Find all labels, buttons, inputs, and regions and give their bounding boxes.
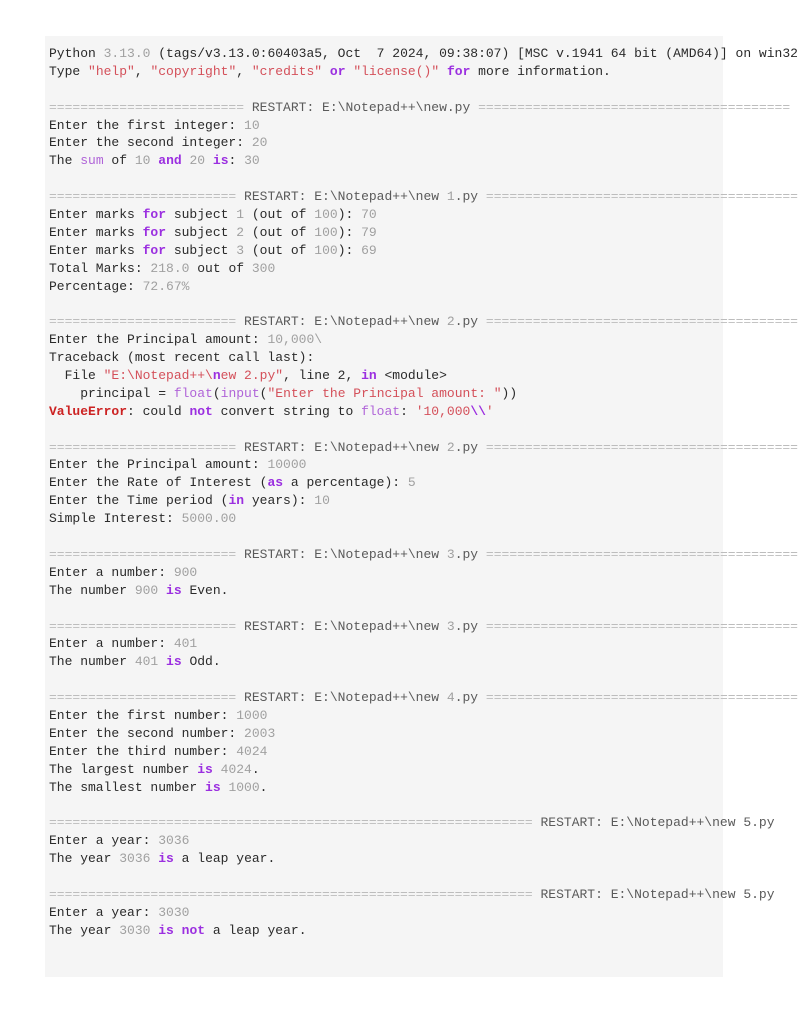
text-token: Enter the Time period ( (49, 493, 229, 509)
string-token: "license()" (353, 63, 440, 79)
text-token: Enter the first integer: (49, 117, 245, 133)
restart-label: RESTART: E:\Notepad++\new 5.py (540, 886, 775, 902)
number-token: 10000 (267, 457, 307, 473)
text-token: Enter the Principal amount: (49, 332, 268, 348)
restart-label: RESTART: E:\Notepad++\new (244, 546, 447, 562)
text-token: Enter marks (49, 224, 143, 240)
number-token: 10 (134, 153, 151, 169)
number-token: 70 (361, 207, 377, 223)
keyword-token: \\ (470, 403, 486, 419)
number-token: 1 (446, 189, 455, 205)
text-token: : (228, 153, 245, 169)
shell-line (49, 385, 798, 403)
separator-token: ======================== (49, 439, 245, 455)
keyword-token: or (329, 63, 346, 79)
string-token: '10,000 (415, 403, 471, 419)
error-token: ValueError (49, 403, 128, 419)
restart-label: RESTART: E:\Notepad++\new.py (251, 99, 479, 115)
text-token: a leap year. (173, 851, 276, 867)
text-token (205, 153, 213, 168)
text-token: Enter marks (49, 242, 143, 258)
keyword-token: in (228, 493, 245, 509)
number-token: 4024 (220, 761, 252, 777)
number-token: 3030 (119, 922, 151, 938)
restart-label: RESTART: E:\Notepad++\new (244, 189, 447, 205)
keyword-token: for (142, 207, 167, 223)
keyword-token: is (158, 922, 174, 938)
text-token: Enter the first number: (49, 707, 237, 723)
text-token: Traceback (most recent call last): (49, 350, 315, 366)
shell-line (49, 618, 798, 636)
builtin-token: input (220, 385, 260, 401)
text-token: The smallest number (49, 779, 206, 795)
blank-line (49, 600, 798, 618)
shell-line (49, 117, 798, 135)
separator-token: ======================== (49, 690, 245, 706)
shell-line (49, 653, 798, 671)
text-token: Even. (181, 582, 229, 598)
number-token: 3.13.0 (103, 46, 151, 61)
shell-line (49, 45, 798, 63)
text-token: subject (166, 242, 237, 258)
number-token: 5000.00 (181, 511, 237, 527)
text-token: Total Marks: (49, 260, 151, 276)
string-token: "help" (88, 63, 135, 79)
text-token: (out of (244, 207, 315, 223)
separator-token: ======================================== (485, 189, 798, 205)
number-token: 401 (134, 654, 159, 670)
number-token: 300 (251, 260, 276, 276)
text-token: Odd. (181, 654, 221, 670)
number-token: 3036 (158, 833, 190, 849)
text-token (322, 64, 330, 79)
number-token: 2003 (244, 725, 276, 741)
text-token: Enter the second integer: (49, 135, 252, 151)
shell-line (49, 707, 798, 725)
text-token (174, 923, 182, 938)
restart-label: .py (454, 314, 486, 330)
shell-line (49, 403, 798, 421)
builtin-token: float (173, 385, 213, 401)
string-token: "credits" (251, 63, 323, 79)
keyword-token: is (166, 582, 182, 598)
blank-line (49, 868, 798, 886)
text-token: Enter the Rate of Interest ( (49, 475, 268, 491)
separator-token: ======================== (49, 189, 245, 205)
text-token: File (49, 368, 104, 384)
text-token (158, 654, 166, 669)
text-token: . (259, 779, 268, 795)
text-token: , line 2, (283, 368, 362, 384)
text-token: Enter the third number: (49, 743, 237, 759)
shell-line (49, 260, 798, 278)
separator-token: ======================== (49, 314, 245, 330)
blank-line (49, 295, 798, 313)
shell-line (49, 725, 798, 743)
separator-token: ======================================== (485, 314, 798, 330)
keyword-token: is (166, 654, 182, 670)
text-token: The number (49, 654, 135, 670)
keyword-token: is (205, 779, 221, 795)
separator-token: ======================================== (485, 618, 798, 634)
number-token: 4024 (236, 743, 268, 759)
separator-token: ========================= (49, 99, 252, 115)
number-token: 2 (446, 439, 455, 455)
python-shell-output[interactable] (45, 36, 798, 977)
keyword-token: is (212, 153, 229, 169)
shell-line (49, 761, 798, 779)
shell-line (49, 439, 798, 457)
number-token: 2 (446, 314, 455, 330)
shell-line (49, 224, 798, 242)
shell-line (49, 188, 798, 206)
text-token: Enter a number: (49, 636, 174, 652)
shell-line (49, 689, 798, 707)
number-token: 3 (446, 546, 455, 562)
number-token: 900 (173, 564, 198, 580)
text-token (439, 64, 447, 79)
keyword-token: not (189, 403, 213, 419)
number-token: 30 (244, 153, 260, 169)
number-token: 3030 (158, 904, 190, 920)
blank-line (49, 796, 798, 814)
text-token: : (400, 403, 416, 419)
text-token: )) (501, 385, 518, 401)
text-token: Type (49, 63, 89, 79)
number-token: 3 (236, 242, 245, 258)
number-token: 100 (314, 224, 338, 240)
number-token: 3036 (119, 851, 151, 867)
restart-label: .py (454, 618, 486, 634)
number-token: 100 (314, 207, 338, 223)
number-token: 10 (314, 493, 330, 509)
shell-line (49, 546, 798, 564)
number-token: 4 (446, 690, 455, 706)
shell-line (49, 242, 798, 260)
string-token: "copyright" (150, 63, 237, 79)
text-token: , (134, 63, 151, 79)
text-token: ( (212, 385, 221, 401)
shell-line (49, 564, 798, 582)
separator-token: ============================================================== (49, 886, 541, 902)
text-token: Python (49, 46, 104, 61)
shell-line (49, 278, 798, 296)
text-token (213, 762, 221, 777)
shell-line (49, 922, 798, 940)
shell-line (49, 492, 798, 510)
shell-line (49, 510, 798, 528)
number-token: 20 (251, 135, 268, 151)
text-token: more information. (470, 63, 611, 79)
shell-line (49, 206, 798, 224)
text-token: Simple Interest: (49, 511, 182, 527)
keyword-token: as (267, 475, 284, 491)
shell-line (49, 152, 798, 170)
shell-line (49, 349, 798, 367)
separator-token: ======================================== (485, 690, 798, 706)
shell-line (49, 331, 798, 349)
separator-token: ======================================== (485, 546, 798, 562)
text-token: ( (259, 385, 268, 401)
shell-line (49, 456, 798, 474)
text-token: a leap year. (205, 922, 307, 938)
separator-token: ======================================== (485, 439, 798, 455)
text-token: Enter the second number: (49, 725, 245, 741)
text-token: out of (189, 260, 252, 276)
string-token: ew 2.py" (220, 368, 284, 384)
text-token: Enter the Principal amount: (49, 457, 268, 473)
text-token: years): (244, 493, 315, 509)
text-token: (out of (244, 242, 315, 258)
separator-token: ======================== (49, 546, 245, 562)
builtin-token: float (361, 403, 401, 419)
shell-line (49, 886, 798, 904)
separator-token: ======================== (49, 618, 245, 634)
string-token: ' (485, 403, 494, 419)
number-token: 5 (407, 475, 416, 491)
keyword-token: and (158, 153, 182, 169)
keyword-token: for (142, 242, 167, 258)
number-token: 72.67% (142, 278, 190, 294)
keyword-token: n (212, 368, 221, 384)
text-token: The largest number (49, 761, 198, 777)
string-token: "E:\Notepad++\ (103, 368, 213, 384)
blank-line (49, 81, 798, 99)
shell-line (49, 313, 798, 331)
restart-label: .py (454, 690, 486, 706)
restart-label: .py (454, 546, 486, 562)
text-token: (out of (244, 224, 315, 240)
text-token: ): (337, 242, 362, 258)
text-token: subject (166, 224, 237, 240)
restart-label: .py (454, 439, 486, 455)
text-token: <module> (376, 368, 447, 384)
number-token: 1000 (236, 707, 268, 723)
number-token: 218.0 (150, 260, 190, 276)
shell-line (49, 582, 798, 600)
text-token: ): (337, 224, 362, 240)
text-token: subject (166, 207, 237, 223)
number-token: 100 (314, 242, 338, 258)
text-token: The (49, 153, 81, 169)
restart-label: RESTART: E:\Notepad++\new (244, 690, 447, 706)
shell-line (49, 743, 798, 761)
number-token: 79 (361, 224, 377, 240)
number-token: 10 (244, 117, 260, 133)
shell-line (49, 367, 798, 385)
shell-line (49, 850, 798, 868)
restart-label: RESTART: E:\Notepad++\new (244, 618, 447, 634)
text-token: , (236, 63, 252, 79)
text-token: Enter a number: (49, 564, 174, 580)
keyword-token: in (361, 368, 377, 384)
shell-line (49, 779, 798, 797)
number-token: 3 (446, 618, 455, 634)
number-token: 900 (134, 582, 159, 598)
text-token: convert string to (212, 403, 362, 419)
shell-line (49, 99, 798, 117)
string-token: "Enter the Principal amount: " (267, 385, 502, 401)
number-token: 1000 (228, 779, 260, 795)
number-token: 69 (361, 242, 377, 258)
shell-line (49, 474, 798, 492)
text-token: Enter a year: (49, 904, 159, 920)
text-token: Enter a year: (49, 833, 159, 849)
shell-line (49, 63, 798, 81)
builtin-token: sum (80, 153, 104, 169)
restart-label: RESTART: E:\Notepad++\new 5.py (540, 815, 775, 831)
restart-label: .py (454, 189, 486, 205)
keyword-token: for (446, 63, 471, 79)
shell-line (49, 134, 798, 152)
text-token: : could (127, 403, 190, 419)
keyword-token: is (197, 761, 213, 777)
number-token: 10,000\ (267, 332, 323, 348)
shell-line (49, 635, 798, 653)
text-token: Percentage: (49, 278, 143, 294)
separator-token: ======================================== (478, 99, 791, 115)
separator-token: ============================================================== (49, 815, 541, 831)
keyword-token: not (181, 922, 206, 938)
shell-text[interactable] (49, 45, 798, 940)
blank-line (49, 671, 798, 689)
text-token: . (251, 761, 260, 777)
number-token: 401 (173, 636, 198, 652)
restart-label: RESTART: E:\Notepad++\new (244, 439, 447, 455)
blank-line (49, 528, 798, 546)
shell-line (49, 904, 798, 922)
blank-line (49, 170, 798, 188)
keyword-token: for (142, 224, 167, 240)
text-token: The number (49, 582, 135, 598)
text-token: ): (337, 207, 362, 223)
number-token: 2 (236, 224, 245, 240)
shell-line (49, 814, 798, 832)
shell-line (49, 832, 798, 850)
text-token: of (103, 153, 135, 169)
text-token: The year (49, 922, 120, 938)
text-token: Enter marks (49, 207, 143, 223)
number-token: 1 (236, 207, 245, 223)
keyword-token: is (158, 851, 174, 867)
text-token: a percentage): (283, 475, 408, 491)
text-token: principal = (49, 385, 174, 401)
text-token: (tags/v3.13.0:60403a5, Oct 7 2024, 09:38:07) [MSC v.1941 64 bit (AMD64)] on win32 (150, 46, 798, 61)
text-token: The year (49, 851, 120, 867)
text-token (158, 583, 166, 598)
blank-line (49, 421, 798, 439)
restart-label: RESTART: E:\Notepad++\new (244, 314, 447, 330)
number-token: 20 (189, 153, 206, 169)
